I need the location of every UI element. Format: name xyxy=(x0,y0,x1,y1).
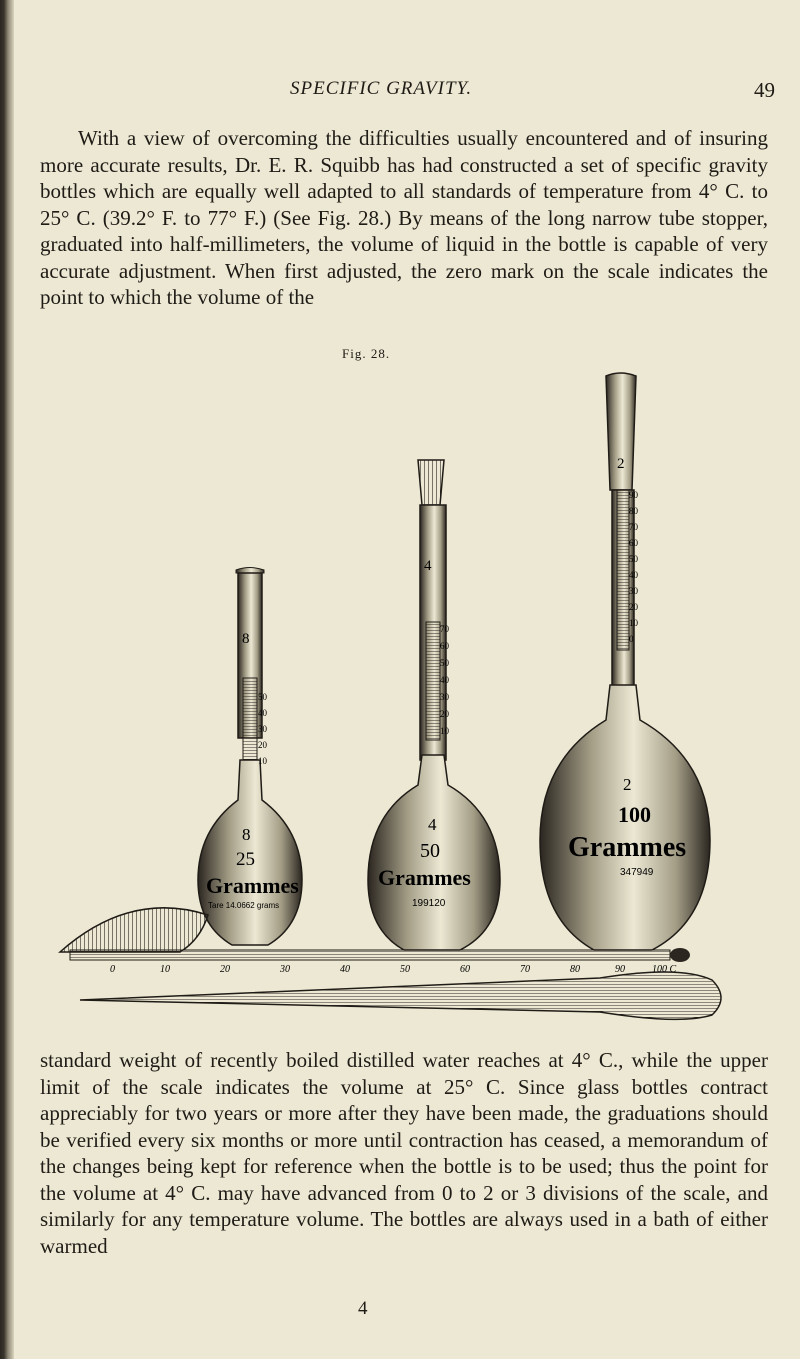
small-unit: Grammes xyxy=(206,873,299,898)
rule-scale-60: 60 xyxy=(460,964,470,975)
figure-28-illustration xyxy=(40,360,775,1040)
large-stopper-number: 2 xyxy=(617,456,625,472)
medium-scale-10: 10 xyxy=(440,726,449,736)
large-scale-80: 80 xyxy=(629,506,638,516)
large-body-number: 2 xyxy=(623,775,632,794)
medium-unit: Grammes xyxy=(378,865,471,890)
medium-scale-30: 30 xyxy=(440,692,449,702)
small-tare: Tare 14.0662 grams xyxy=(208,901,280,910)
medium-scale-40: 40 xyxy=(440,675,449,685)
rule-scale-20: 20 xyxy=(220,964,230,975)
large-scale-10: 10 xyxy=(629,618,638,628)
figure-caption: Fig. 28. xyxy=(342,346,391,361)
small-scale-20: 20 xyxy=(258,740,267,750)
medium-capacity: 50 xyxy=(420,840,440,862)
watch-glass-dish xyxy=(60,908,208,952)
book-page xyxy=(40,0,775,1359)
large-scale-90: 90 xyxy=(629,490,638,500)
rule-scale-50: 50 xyxy=(400,964,410,975)
large-scale-70: 70 xyxy=(629,522,638,532)
rule-scale-10: 10 xyxy=(160,964,170,975)
rule-scale-70: 70 xyxy=(520,964,530,975)
large-scale-40: 40 xyxy=(629,570,638,580)
rule-scale-40: 40 xyxy=(340,964,350,975)
small-body-number: 8 xyxy=(242,825,251,844)
page-number: 49 xyxy=(754,78,775,102)
medium-serial: 199120 xyxy=(412,898,446,909)
large-capacity: 100 xyxy=(618,802,651,827)
small-scale-10: 10 xyxy=(258,756,267,766)
medium-scale-50: 50 xyxy=(440,658,449,668)
large-scale-60: 60 xyxy=(629,538,638,548)
medium-scale-60: 60 xyxy=(440,641,449,651)
rule-scale-30: 30 xyxy=(280,964,290,975)
paragraph-intro: With a view of overcoming the difficulties usually encountered and of insuring more accurate results, Dr. E. R. Squibb has had constructed a set of specific gravity bottles which are equally well adapted to all standards of temperature from 4° C. to 25° C. (39.2° F. to 77° F.) (See Fig. 28.) By means of the long narrow tube stopper, graduated into half-millimeters, the volume of liquid in the bottle is capable of very accurate adjustment. When first adjusted, the zero mark on the scale indicates the point to which the volume of the xyxy=(40,126,768,309)
small-stopper-number: 8 xyxy=(242,631,250,647)
large-scale-0: 0 xyxy=(629,634,634,644)
small-scale-30: 30 xyxy=(258,724,267,734)
thermometer-rule xyxy=(70,948,721,1019)
small-scale-50: 50 xyxy=(258,692,267,702)
rule-scale-80: 80 xyxy=(570,964,580,975)
medium-stopper-number: 4 xyxy=(424,558,432,574)
medium-scale-20: 20 xyxy=(440,709,449,719)
large-scale-20: 20 xyxy=(629,602,638,612)
small-scale-40: 40 xyxy=(258,708,267,718)
small-capacity: 25 xyxy=(236,849,255,870)
medium-body-number: 4 xyxy=(428,815,437,834)
medium-scale-70: 70 xyxy=(440,624,449,634)
page-header xyxy=(40,78,775,112)
binding-gutter xyxy=(0,0,14,1359)
large-bottle xyxy=(540,373,710,950)
large-unit: Grammes xyxy=(568,832,687,863)
paragraph-continued: standard weight of recently boiled distilled water reaches at 4° C., while the upper limit of the scale indicates the volume at 25° C. Since glass bottles contract appreciably for two years or more after they have been made, the graduations should be verified every six months or more until contraction has ceased, a memorandum of the changes being kept for reference when the bottle is to be used; thus the point for the volume at 4° C. may have advanced from 0 to 2 or 3 divisions of the scale, and similarly for any temperature volume. The bottles are always used in a bath of either warmed xyxy=(40,1048,768,1258)
rule-scale-100: 100 C xyxy=(652,964,677,975)
large-serial: 347949 xyxy=(620,867,654,878)
running-title: SPECIFIC GRAVITY. xyxy=(290,78,473,99)
rule-scale-0: 0 xyxy=(110,964,115,975)
large-scale-50: 50 xyxy=(629,554,638,564)
large-scale-30: 30 xyxy=(629,586,638,596)
signature-mark: 4 xyxy=(358,1298,368,1319)
rule-scale-90: 90 xyxy=(615,964,625,975)
